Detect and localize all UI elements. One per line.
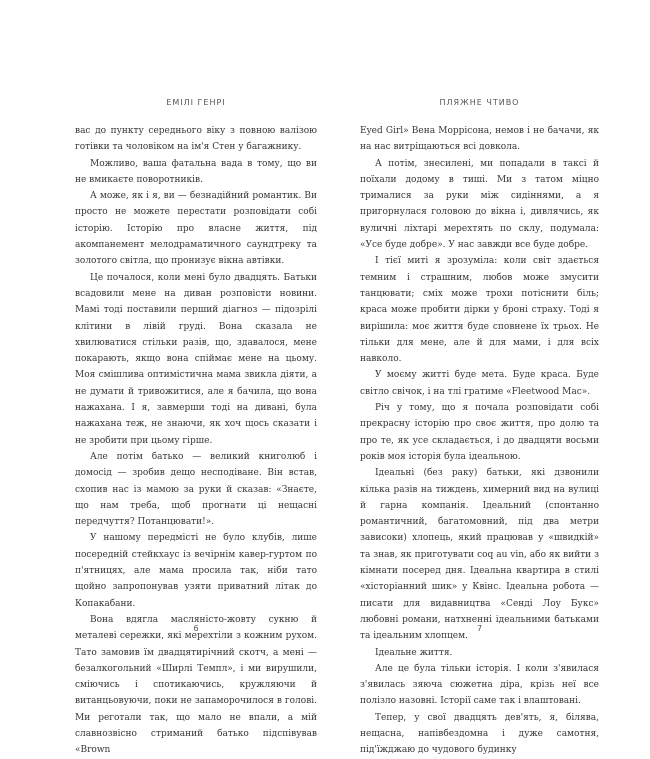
paragraph: Вона вдягла масляністо-жовту сукню й металеві сережки, які мерехтіли з кожним рухом. Тато замовив їм двадцятирічний скотч, а мені — безалкогольний «Ширлі Темпл», і ми вирушили, сміючись і спотикаючись, кружляючи й витанцьовуючи, поки не запаморочилося в голові. Ми реготали так, що мало не впали, а мій славнозвісно стриманий батько підспівував «Brown	[75, 614, 317, 756]
paragraph: вас до пункту середнього віку з повною валізою готівки та чоловіком на ім'я Стен у багажнику.	[75, 126, 317, 153]
paragraph: Можливо, ваша фатальна вада в тому, що ви не вмикаєте поворотників.	[75, 158, 317, 185]
paragraph: Ідеальні (без раку) батьки, які дзвонили кілька разів на тиждень, химерний вид на вулиці й гарна компанія. Ідеальний (спонтанно романтичний, багатомовний, під два метри зависоки) хлопець, який працював у «швидкій» та знав, як приготувати coq au vin, або як вийти з кімнати посеред дня. Ідеальна квартира в стилі «хісторіанний шик» у Квінс. Ідеальна робота — писати для видавництва «Сенді Лоу Букс» любовні романи, натхненні ідеальними батьками та ідеальним хлопцем.	[360, 468, 599, 642]
page-number: 6	[193, 624, 199, 633]
paragraph: А може, як і я, ви — безнадійний романтик. Ви просто не можете перестати розповідати собі історію. Історію про власне життя, під акомпанемент мелодраматичного саундтреку та золотого світла, що пронизує вікна автівки.	[75, 191, 317, 267]
paragraph: Річ у тому, що я почала розповідати собі прекрасну історію про своє життя, про долю та про те, як усе складається, і до двадцяти восьми років моя історія була ідеальною.	[360, 403, 599, 462]
paragraph: У нашому передмісті не було клубів, лише посередній стейкхаус із вечірнім кавер-гуртом по п'ятницях, але мама просила так, ніби тато щойно запропонував узяти приватний літак до Копакабани.	[75, 533, 317, 609]
right-page	[360, 0, 599, 756]
left-page	[75, 0, 317, 756]
paragraph: Ідеальне життя.	[375, 647, 453, 658]
paragraph: Тепер, у свої двадцять дев'ять, я, білява, нещасна, напівбездомна і дуже самотня, під'їжджаю до чудового будинку	[360, 712, 599, 756]
paragraph: Eyed Girl» Вена Моррісона, немов і не бачачи, як на нас витріщаються всі довкола.	[360, 126, 599, 153]
paragraph: Це почалося, коли мені було двадцять. Батьки всадовили мене на диван розповісти новини. Мамі тоді поставили перший діагноз — підозрілі клітини в лівій груді. Вона сказала не хвилюватися стільки разів, що, здавалося, мене покарають, якщо вона спіймає мене на цьому. Моя смішлива оптимістична мама звикла діяти, а не думати й тривожитися, але я бачила, що вона нажахана. І я, завмерши тоді на дивані, була нажахана теж, не знаючи, як хоч щось сказати і не зробити при цьому гірше.	[75, 272, 317, 446]
paragraph: І тієї миті я зрозуміла: коли світ здається темним і страшним, любов може змусити танцювати; сміх може трохи потіснити біль; краса може пробити дірки у броні страху. Тоді я вирішила: моє життя буде сповнене їх трьох. Не тільки для мене, але й для мами, і для всіх навколо.	[360, 256, 599, 365]
running-header-author: ЕМІЛІ ГЕНРІ	[166, 98, 226, 107]
paragraph: Але це була тільки історія. І коли з'явилася з'явилась зяюча сюжетна діра, крізь неї все полізло назовні. Історії саме так і влаштовані.	[360, 663, 599, 707]
paragraph: А потім, знесилені, ми попадали в таксі й поїхали додому в тиші. Ми з татом міцно трималися за руки між сидіннями, а я пригорнулася головою до вікна і, дивлячись, як вуличні ліхтарі мерехтять по склу, подумала: «Усе буде добре». У нас завжди все буде добре.	[360, 158, 599, 251]
left-page-body	[75, 123, 317, 759]
paragraph: У моєму житті буде мета. Буде краса. Буде світло свічок, і на тлі гратиме «Fleetwood Mac».	[360, 370, 599, 397]
right-page-body	[360, 123, 599, 756]
page-number: 7	[476, 624, 483, 633]
running-header-title: ПЛЯЖНЕ ЧТИВО	[439, 98, 520, 107]
paragraph: Але потім батько — великий книголюб і домосід — зробив дещо несподіване. Він встав, схопив нас із мамою за руки й сказав: «Знаєте, що нам треба, щоб прогнати ці нещасні передчуття? Потанцювати!».	[75, 451, 317, 528]
